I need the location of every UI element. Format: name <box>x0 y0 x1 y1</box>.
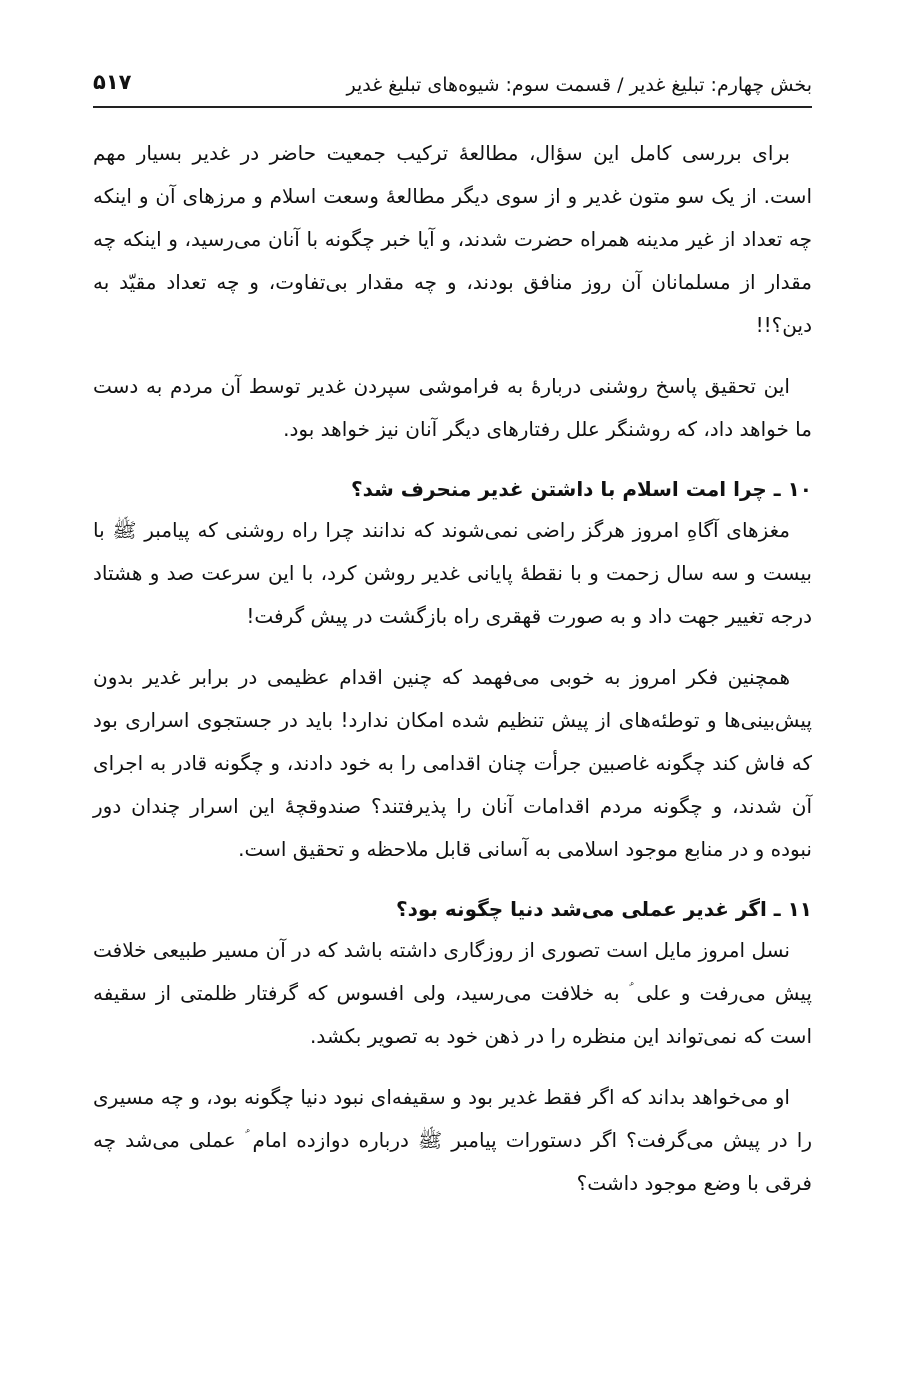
running-head: بخش چهارم: تبلیغ غدیر / قسمت سوم: شیوه‌های تبلیغ غدیر <box>346 74 812 96</box>
book-page <box>93 62 812 1223</box>
paragraph: نسل امروز مایل است تصوری از روزگاری داشته باشد که در آن مسیر طبیعی خلافت پیش می‌رفت و علی ؑ به خلافت می‌رسید، ولی افسوس که گرفتار ظلمتی از سقیفه است که نمی‌تواند این منظره را در ذهن خود به تصویر بکشد. <box>93 938 812 1048</box>
section-heading: ۱۰ ـ چرا امت اسلام با داشتن غدیر منحرف شد؟ <box>350 477 812 501</box>
section-heading: ۱۱ ـ اگر غدیر عملی می‌شد دنیا چگونه بود؟ <box>396 897 812 921</box>
page-body <box>93 132 812 1205</box>
page-number: ۵۱۷ <box>93 70 132 94</box>
paragraph: مغزهای آگاهِ امروز هرگز راضی نمی‌شوند که ندانند چرا راه روشنی که پیامبر ﷺ با بیست و سه سال زحمت و با نقطۀ پایانی غدیر روشن کرد، با این سرعت صد و هشتاد درجه تغییر جهت داد و به صورت قهقری راه بازگشت در پیش گرفت! <box>93 518 812 628</box>
paragraph: او می‌خواهد بداند که اگر فقط غدیر بود و سقیفه‌ای نبود دنیا چگونه بود، و چه مسیری را در پیش می‌گرفت؟ اگر دستورات پیامبر ﷺ درباره دوازده امام ؑ عملی می‌شد چه فرقی با وضع موجود داشت؟ <box>93 1085 812 1195</box>
page-header <box>93 62 812 108</box>
paragraph: این تحقیق پاسخ روشنی دربارۀ به فراموشی سپردن غدیر توسط آن مردم به دست ما خواهد داد، که روشنگر علل رفتارهای دیگر آنان نیز خواهد بود. <box>93 374 812 441</box>
paragraph: برای بررسی کامل این سؤال، مطالعۀ ترکیب جمعیت حاضر در غدیر بسیار مهم است. از یک سو متون غدیر و از سوی دیگر مطالعۀ وسعت اسلام و مرزهای آن و اینکه چه تعداد از غیر مدینه همراه حضرت شدند، و آیا خبر چگونه با آنان می‌رسید، و اینکه چه مقدار از مسلمانان آن روز منافق بودند، و چه مقدار بی‌تفاوت، و چه تعداد مقیّد به دین؟!! <box>93 141 812 337</box>
paragraph: همچنین فکر امروز به خوبی می‌فهمد که چنین اقدام عظیمی در برابر غدیر بدون پیش‌بینی‌ها و توطئه‌های از پیش تنظیم شده امکان ندارد! باید در جستجوی اسراری بود که فاش کند چگونه غاصبین جرأت چنان اقدامی را به خود دادند، و چگونه قادر به اجرای آن شدند، و چگونه مردم اقدامات آنان را پذیرفتند؟ صندوقچۀ این اسرار چندان دور نبوده و در منابع موجود اسلامی به آسانی قابل ملاحظه و تحقیق است. <box>93 665 812 861</box>
